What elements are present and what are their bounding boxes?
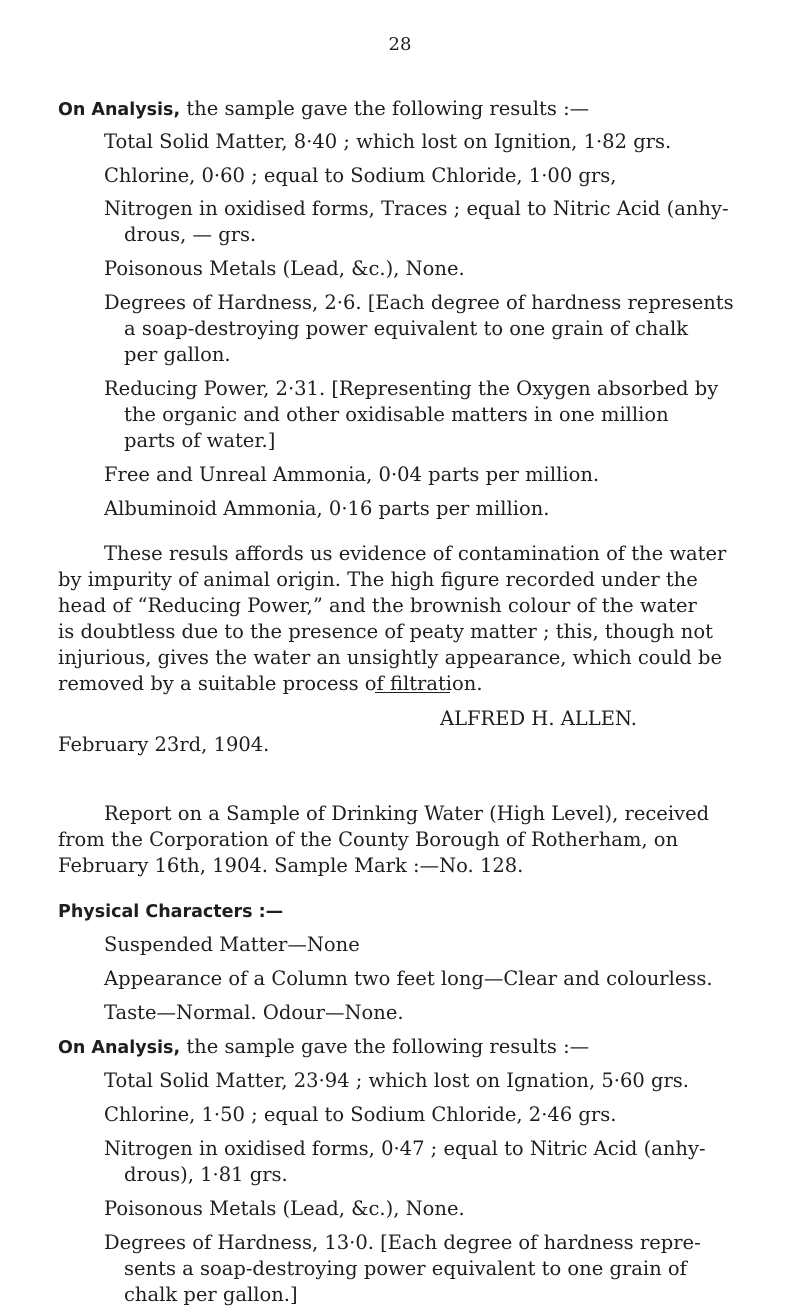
text-line: [104, 1197, 465, 1221]
line-text: Poisonous Metals (Lead, &c.), None.: [104, 257, 465, 280]
line-text: head of “Reducing Power,” and the brownish colour of the water: [58, 594, 697, 617]
text-line: [104, 291, 734, 315]
text-line: [104, 463, 599, 487]
line-text: Free and Unreal Ammonia, 0·04 parts per million.: [104, 463, 600, 486]
text-line: [104, 967, 713, 991]
text-line: [58, 828, 678, 852]
line-text: Appearance of a Column two feet long—Clear and colourless.: [104, 967, 713, 990]
text-line: [58, 899, 283, 924]
text-line: [104, 377, 718, 401]
line-text: Albuminoid Ammonia, 0·16 parts per million.: [104, 497, 550, 520]
line-text: February 23rd, 1904.: [58, 733, 270, 756]
page-number: 28: [388, 34, 412, 55]
text-line: [124, 403, 669, 427]
text-line: [124, 223, 256, 247]
text-line: [104, 497, 550, 521]
line-text: chalk per gallon.]: [124, 1283, 298, 1306]
text-line: [58, 646, 722, 670]
line-text: per gallon.: [124, 343, 231, 366]
text-line: [104, 1231, 701, 1255]
line-text: parts of water.]: [124, 429, 276, 452]
text-line: [58, 568, 698, 592]
line-text: February 16th, 1904. Sample Mark :—No. 128.: [58, 854, 524, 877]
line-text: the sample gave the following results :—: [180, 1035, 590, 1058]
text-line: [58, 594, 697, 618]
line-text: from the Corporation of the County Borough of Rotherham, on: [58, 828, 679, 851]
line-text: Nitrogen in oxidised forms, 0·47 ; equal to Nitric Acid (anhy-: [104, 1137, 706, 1160]
line-text: injurious, gives the water an unsightly appearance, which could be: [58, 646, 723, 669]
line-text: Total Solid Matter, 8·40 ; which lost on Ignition, 1·82 grs.: [104, 130, 672, 153]
line-text: is doubtless due to the presence of peaty matter ; this, though not: [58, 620, 713, 643]
line-text: removed by a suitable process of filtration.: [58, 672, 483, 695]
line-text: Degrees of Hardness, 2·6. [Each degree of hardness represents: [104, 291, 734, 314]
text-line: [104, 542, 726, 566]
line-text: These resuls affords us evidence of contamination of the water: [104, 542, 727, 565]
line-text: Degrees of Hardness, 13·0. [Each degree of hardness repre-: [104, 1231, 701, 1254]
text-line: [104, 1103, 616, 1127]
text-line: [58, 1035, 589, 1060]
section-label: On Analysis,: [58, 1038, 181, 1058]
line-text: drous), 1·81 grs.: [124, 1163, 288, 1186]
text-line: [104, 933, 360, 957]
line-text: Taste—Normal. Odour—None.: [104, 1001, 404, 1024]
text-line: [124, 317, 688, 341]
section-label: Physical Characters :—: [58, 902, 284, 922]
line-text: Total Solid Matter, 23·94 ; which lost on Ignation, 5·60 grs.: [104, 1069, 689, 1092]
text-line: [104, 130, 671, 154]
line-text: Suspended Matter—None: [104, 933, 360, 956]
line-text: ALFRED H. ALLEN.: [440, 707, 637, 730]
line-text: Chlorine, 0·60 ; equal to Sodium Chloride, 1·00 grs,: [104, 164, 617, 187]
text-line: [58, 620, 713, 644]
section-divider: [375, 692, 450, 693]
text-line: [124, 1257, 687, 1281]
line-text: drous, — grs.: [124, 223, 257, 246]
line-text: the organic and other oxidisable matters in one million: [124, 403, 669, 426]
text-line: [104, 197, 729, 221]
text-line: [104, 164, 616, 188]
text-line: [124, 343, 231, 367]
text-line: [104, 802, 709, 826]
line-text: Reducing Power, 2·31. [Representing the Oxygen absorbed by: [104, 377, 719, 400]
line-text: Chlorine, 1·50 ; equal to Sodium Chloride, 2·46 grs.: [104, 1103, 617, 1126]
text-line: [440, 707, 637, 731]
text-line: [104, 257, 465, 281]
line-text: a soap-destroying power equivalent to one grain of chalk: [124, 317, 689, 340]
text-line: [58, 733, 269, 757]
section-label: On Analysis,: [58, 100, 181, 120]
line-text: Nitrogen in oxidised forms, Traces ; equal to Nitric Acid (anhy-: [104, 197, 729, 220]
text-line: [58, 97, 589, 122]
line-text: sents a soap-destroying power equivalent to one grain of: [124, 1257, 687, 1280]
text-line: [104, 1069, 689, 1093]
line-text: by impurity of animal origin. The high figure recorded under the: [58, 568, 698, 591]
text-line: [58, 854, 523, 878]
line-text: Poisonous Metals (Lead, &c.), None.: [104, 1197, 465, 1220]
line-text: Report on a Sample of Drinking Water (High Level), received: [104, 802, 710, 825]
line-text: the sample gave the following results :—: [180, 97, 590, 120]
text-line: [104, 1137, 706, 1161]
text-line: [124, 429, 275, 453]
text-line: [104, 1001, 404, 1025]
text-line: [124, 1163, 288, 1187]
text-line: [124, 1283, 298, 1307]
